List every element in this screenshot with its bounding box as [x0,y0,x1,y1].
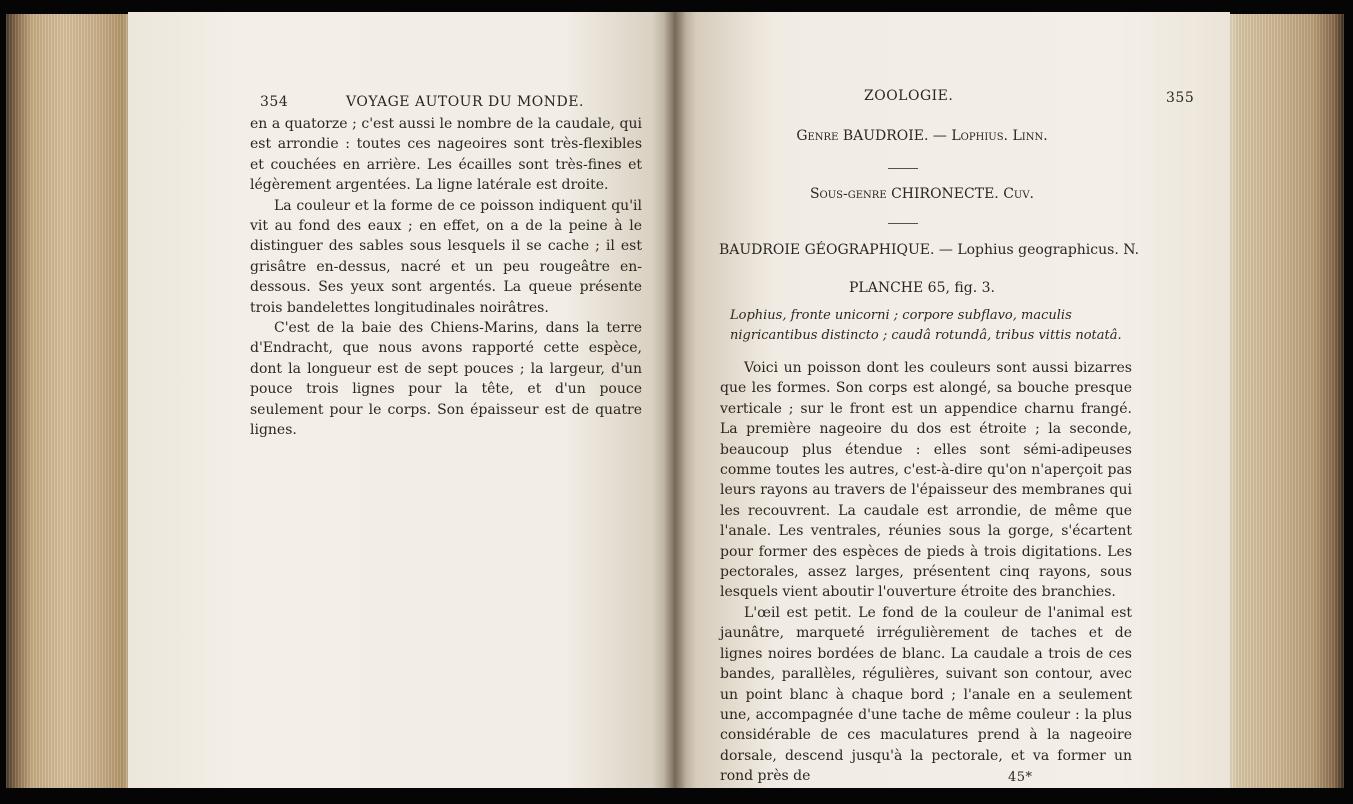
planche-reference: PLANCHE 65, fig. 3. [849,280,995,296]
left-page-edges [6,14,136,788]
right-page [674,12,1230,788]
right-page-edges [1220,14,1344,788]
paragraph: L'œil est petit. Le fond de la couleur de l'animal est jaunâtre, marqueté irrégulièrement de taches et de lignes noires bordées de blanc. La caudale a trois de ces bandes, parallèles, régulières, suivant son contour, avec un point blanc à chaque bord ; l'anale en a seulement une, accompagnée d'une tache de même couleur : la plus considérable de ces maculatures prend à la nageoire dorsale, descend jusqu'à la pectorale, et va former un rond près de [720,604,1132,785]
latin-diagnosis: Lophius, fronte unicorni ; corpore subflavo, maculis nigricantibus distincto ; caudâ rotundâ, tribus vittis notatâ. [730,308,1122,343]
running-head: ZOOLOGIE. [864,88,954,104]
genre-heading: Genre BAUDROIE. — Lophius. Linn. [796,128,1048,144]
page-number: 355 [1166,90,1195,106]
paragraph: La couleur et la forme de ce poisson indiquent qu'il vit au fond des eaux ; en effet, on a de la peine à le distinguer des sables sous lesquels il se cache ; il est grisâtre en-dessus, nacré et un peu rougeâtre en-dessous. Ses yeux sont argentés. La queue présente trois bandelettes longitudinales noirâtres. [250,197,642,316]
paragraph: Voici un poisson dont les couleurs sont aussi bizarres que les formes. Son corps est alongé, sa bouche presque verticale ; sur le front est un appendice charnu frangé. La première nageoire du dos est étroite ; la seconde, beaucoup plus étendue : elles sont sémi-adipeuses comme toutes les autres, c'est-à-dire qu'on n'aperçoit pas leurs rayons au travers de l'épaisseur des membranes qui les recouvrent. La caudale est arrondie, de même que l'anale. Les ventrales, réunies sous la gorge, s'écartent pour former des espèces de pieds à trois digitations. Les pectorales, assez larges, présentent cinq rayons, sous lesquels vient aboutir l'ouverture étroite des branchies. [720,360,1132,601]
paragraph: C'est de la baie des Chiens-Marins, dans la terre d'Endracht, que nous avons rapporté cette espèce, dont la longueur est de sept pouces ; la largeur, d'un pouce trois lignes pour la tête, et d'un pouce seulement pour le corps. Son épaisseur est de quatre lignes. [250,320,642,439]
paragraph: en a quatorze ; c'est aussi le nombre de la caudale, qui est arrondie : toutes ces nageoires sont très-flexibles et couchées en arrière. Les écailles sont très-fines et légèrement argentées. La ligne latérale est droite. [250,116,642,194]
page-number: 354 [260,94,289,110]
sous-genre-heading: Sous-genre CHIRONECTE. Cuv. [809,186,1035,202]
running-head: VOYAGE AUTOUR DU MONDE. [346,94,584,110]
divider [888,223,918,224]
left-body-text [250,114,642,441]
signature-mark: 45* [1008,770,1033,785]
divider [888,168,918,169]
species-heading: BAUDROIE GÉOGRAPHIQUE. — Lophius geographicus. N. [718,242,1140,258]
left-page [128,12,674,788]
book-gutter [664,12,686,788]
right-body-text [720,358,1132,787]
